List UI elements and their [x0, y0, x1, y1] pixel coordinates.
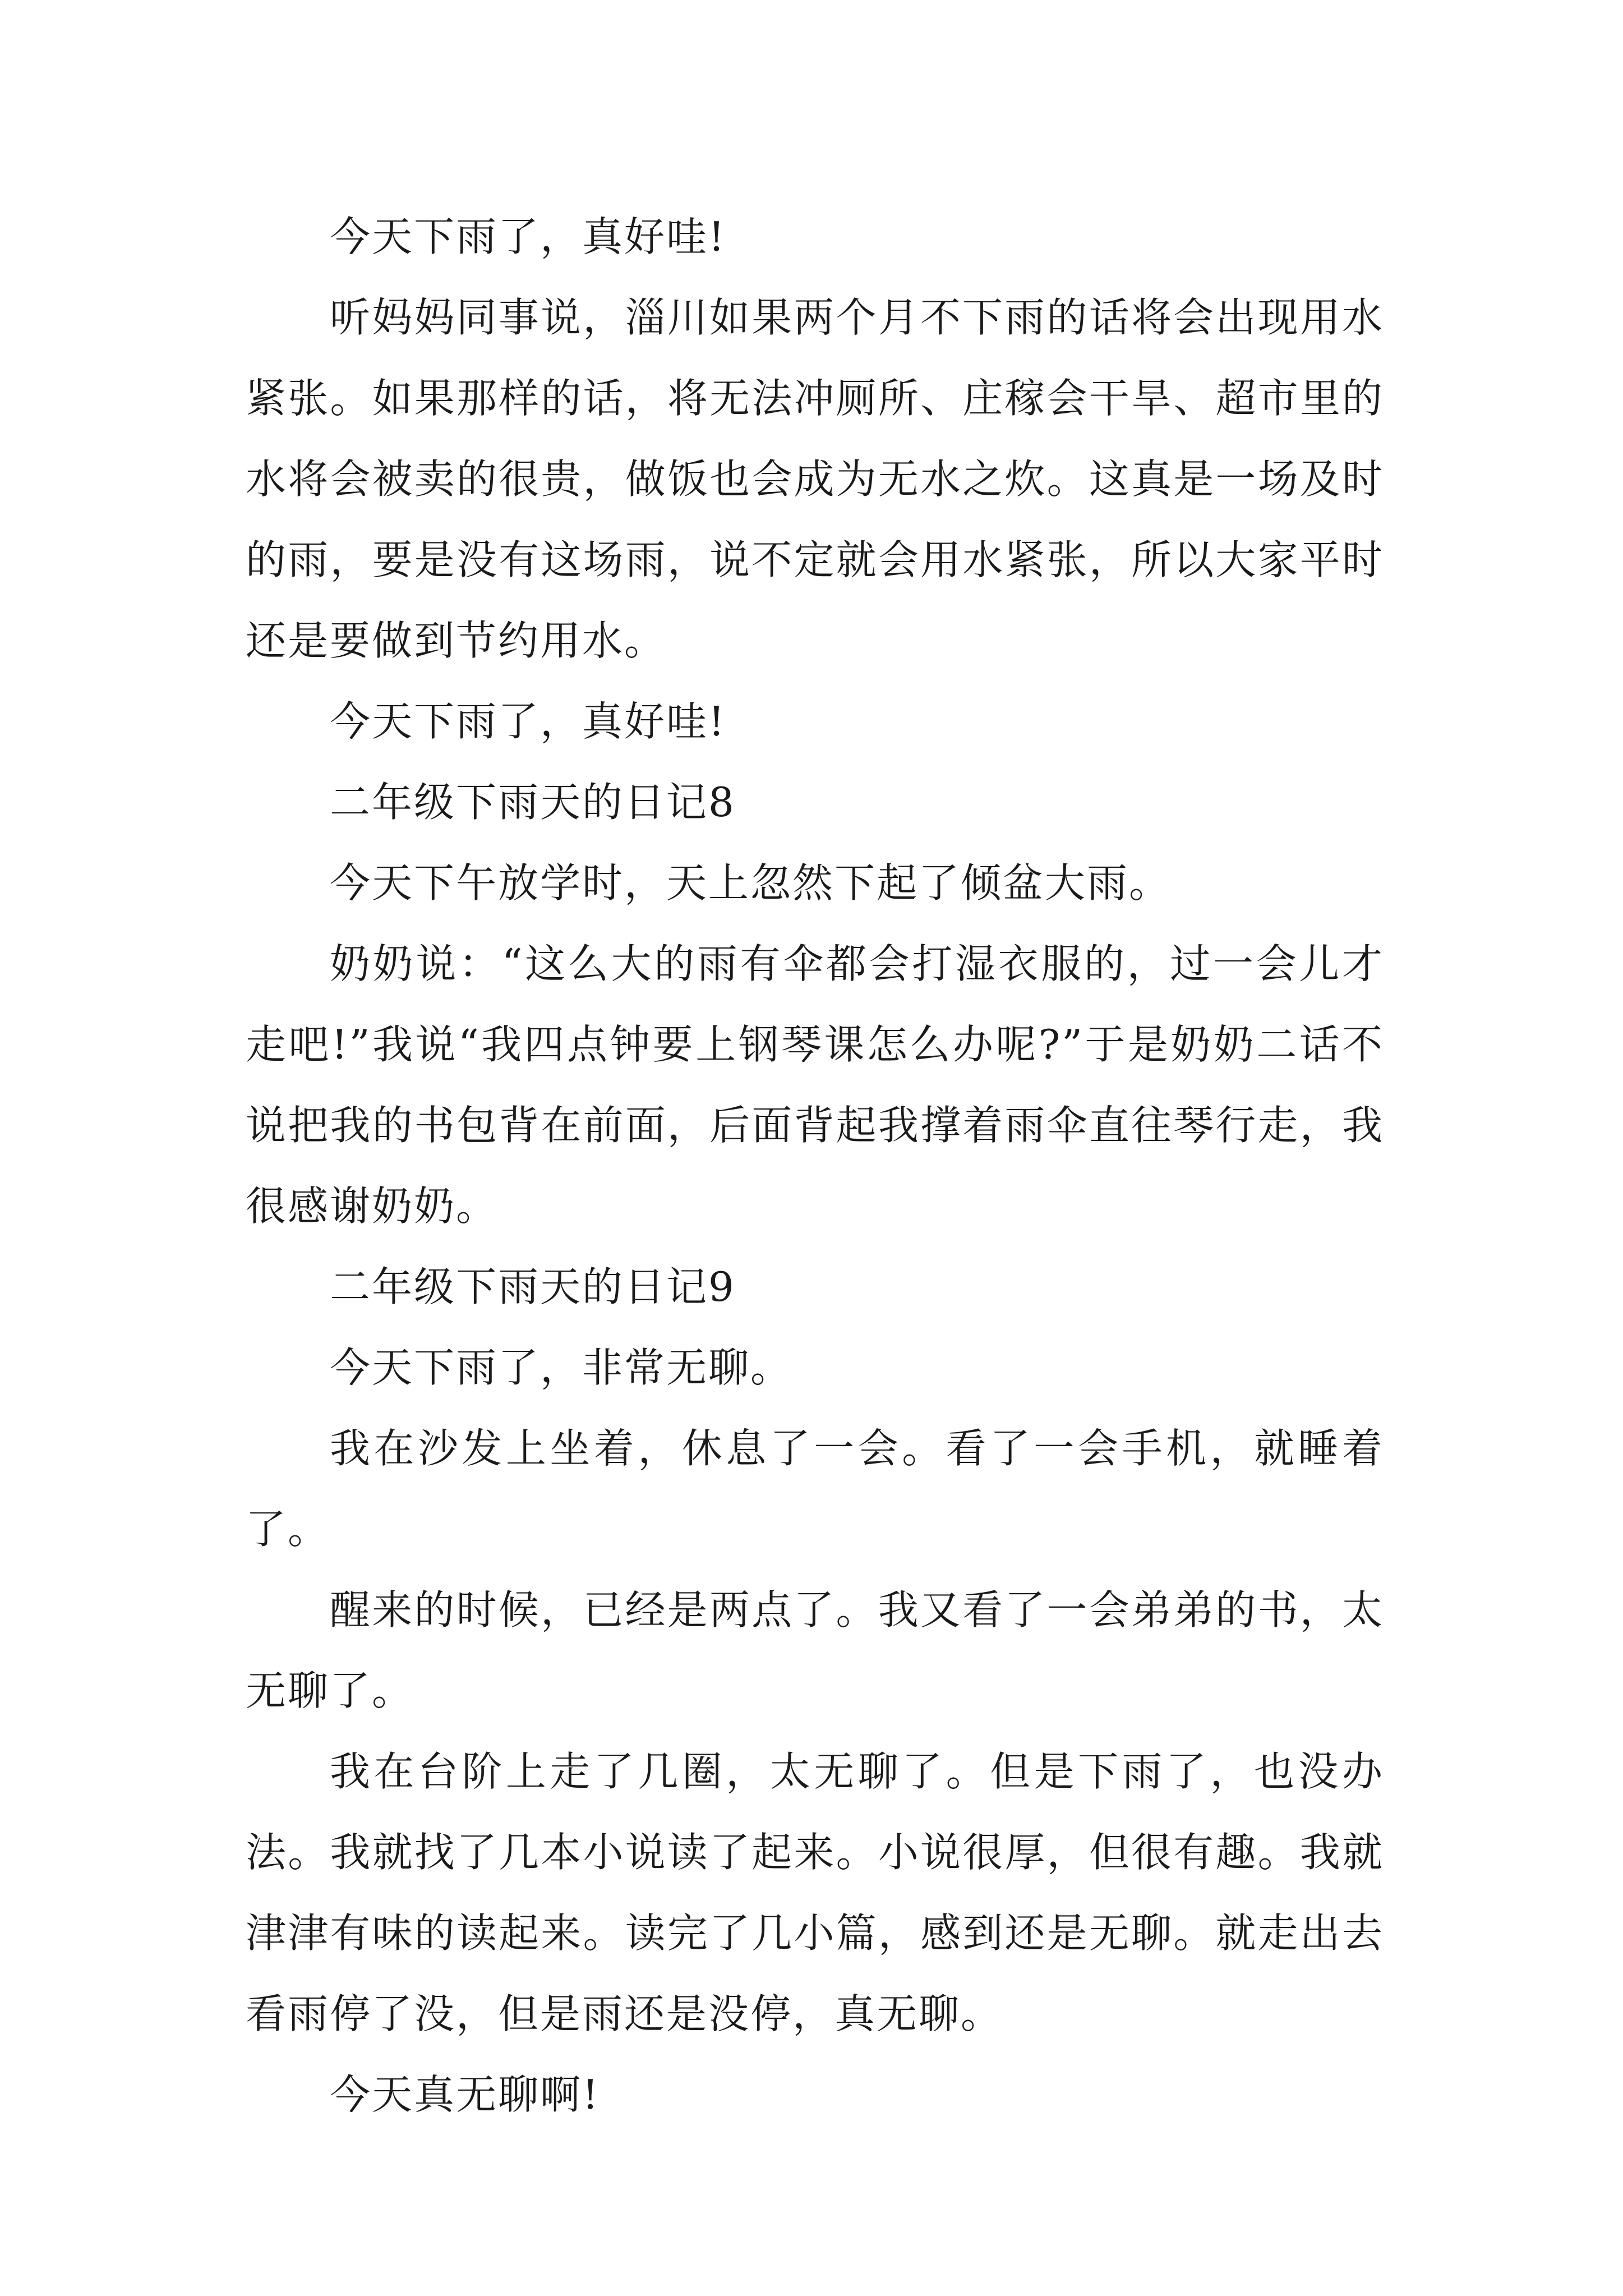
document-body [246, 196, 1384, 2135]
paragraph: 今天下雨了，非常无聊。 [330, 1344, 793, 1391]
paragraph: 我在沙发上坐着，休息了一会。看了一会手机，就睡着了。 [246, 1425, 1384, 1553]
paragraph: 奶奶说：“这么大的雨有伞都会打湿衣服的，过一会儿才走吧!”我说“我四点钟要上钢琴课怎么办呢?”于是奶奶二话不说把我的书包背在前面，后面背起我撑着雨伞直往琴行走，我很感谢奶奶。 [246, 940, 1384, 1230]
paragraph: 我在台阶上走了几圈，太无聊了。但是下雨了，也没办法。我就找了几本小说读了起来。小说很厚，但很有趣。我就津津有味的读起来。读完了几小篇，感到还是无聊。就走出去看雨停了没，但是雨还是没停，真无聊。 [246, 1748, 1384, 2037]
diary-heading: 二年级下雨天的日记8 [330, 779, 736, 826]
paragraph: 今天下雨了，真好哇! [330, 213, 726, 260]
paragraph: 今天真无聊啊! [330, 2071, 600, 2118]
paragraph: 今天下午放学时，天上忽然下起了倾盆大雨。 [330, 859, 1172, 907]
paragraph: 今天下雨了，真好哇! [330, 698, 726, 745]
diary-heading: 二年级下雨天的日记9 [330, 1263, 736, 1310]
paragraph: 醒来的时候，已经是两点了。我又看了一会弟弟的书，太无聊了。 [246, 1586, 1384, 1714]
paragraph: 听妈妈同事说，淄川如果两个月不下雨的话将会出现用水紧张。如果那样的话，将无法冲厕所、庄稼会干旱、超市里的水将会被卖的很贵，做饭也会成为无水之炊。这真是一场及时的雨，要是没有这场雨，说不定就会用水紧张，所以大家平时还是要做到节约用水。 [246, 294, 1384, 664]
